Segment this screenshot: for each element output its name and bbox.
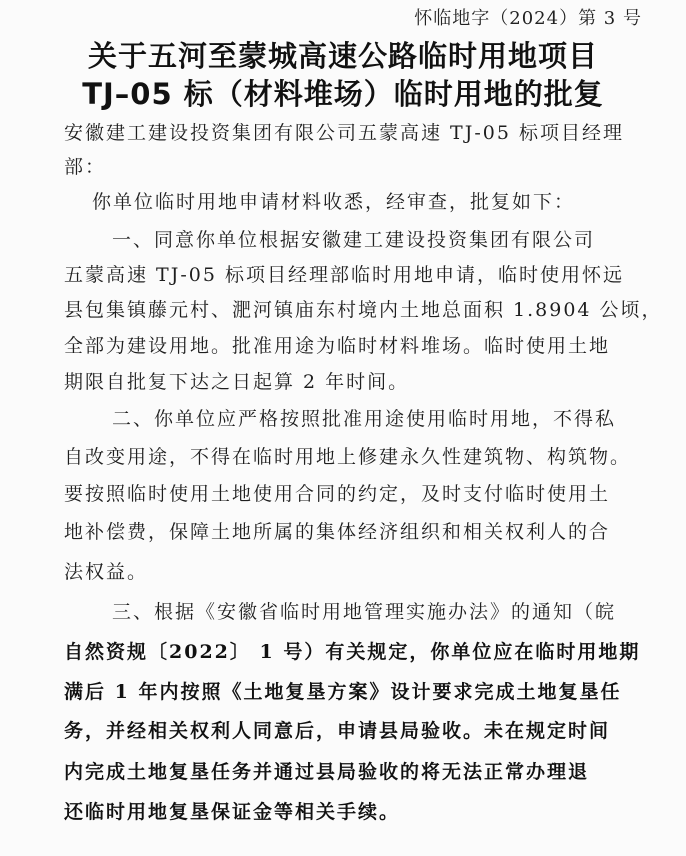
section-3-line: 自然资规〔2022〕 1 号）有关规定，你单位应在临时用地期 (64, 641, 641, 663)
section-2-line: 自改变用途，不得在临时用地上修建永久性建筑物、构筑物。 (64, 446, 632, 468)
document-number: 怀临地字（2024）第 3 号 (414, 8, 642, 29)
section-1-line: 县包集镇藤元村、淝河镇庙东村境内土地总面积 1.8904 公顷， (64, 299, 663, 321)
section-2-line: 二、你单位应严格按照批准用途使用临时用地，不得私 (112, 408, 617, 430)
section-3-line: 内完成土地复垦任务并通过县局验收的将无法正常办理退 (64, 761, 590, 783)
section-2-line: 要按照临时使用土地使用合同的约定，及时支付临时使用土 (64, 483, 611, 505)
section-2-line: 法权益。 (64, 561, 149, 583)
section-1-line: 全部为建设用地。批准用途为临时材料堆场。临时使用土地 (64, 335, 611, 357)
section-3-line: 满后 1 年内按照《土地复垦方案》设计要求完成土地复垦任 (64, 681, 622, 703)
section-1-line: 五蒙高速 TJ-05 标项目经理部临时用地申请，临时使用怀远 (64, 264, 624, 286)
section-3-line: 三、根据《安徽省临时用地管理实施办法》的通知（皖 (112, 601, 617, 623)
section-3-line: 务，并经相关权利人同意后，申请县局验收。未在规定时间 (64, 720, 611, 742)
section-1-line: 一、同意你单位根据安徽建工建设投资集团有限公司 (112, 229, 596, 251)
section-3-line: 还临时用地复垦保证金等相关手续。 (64, 801, 401, 823)
document-title-line-2: TJ–05 标（材料堆场）临时用地的批复 (82, 77, 604, 111)
section-1-line: 期限自批复下达之日起算 2 年时间。 (64, 371, 410, 393)
addressee-line: 安徽建工建设投资集团有限公司五蒙高速 TJ-05 标项目经理 (64, 122, 624, 144)
section-2-line: 地补偿费，保障土地所属的集体经济组织和相关权利人的合 (64, 521, 611, 543)
addressee-line: 部： (64, 156, 107, 178)
document-title-line-1: 关于五河至蒙城高速公路临时用地项目 (87, 39, 598, 73)
intro-paragraph: 你单位临时用地申请材料收悉，经审查，批复如下： (92, 191, 576, 213)
